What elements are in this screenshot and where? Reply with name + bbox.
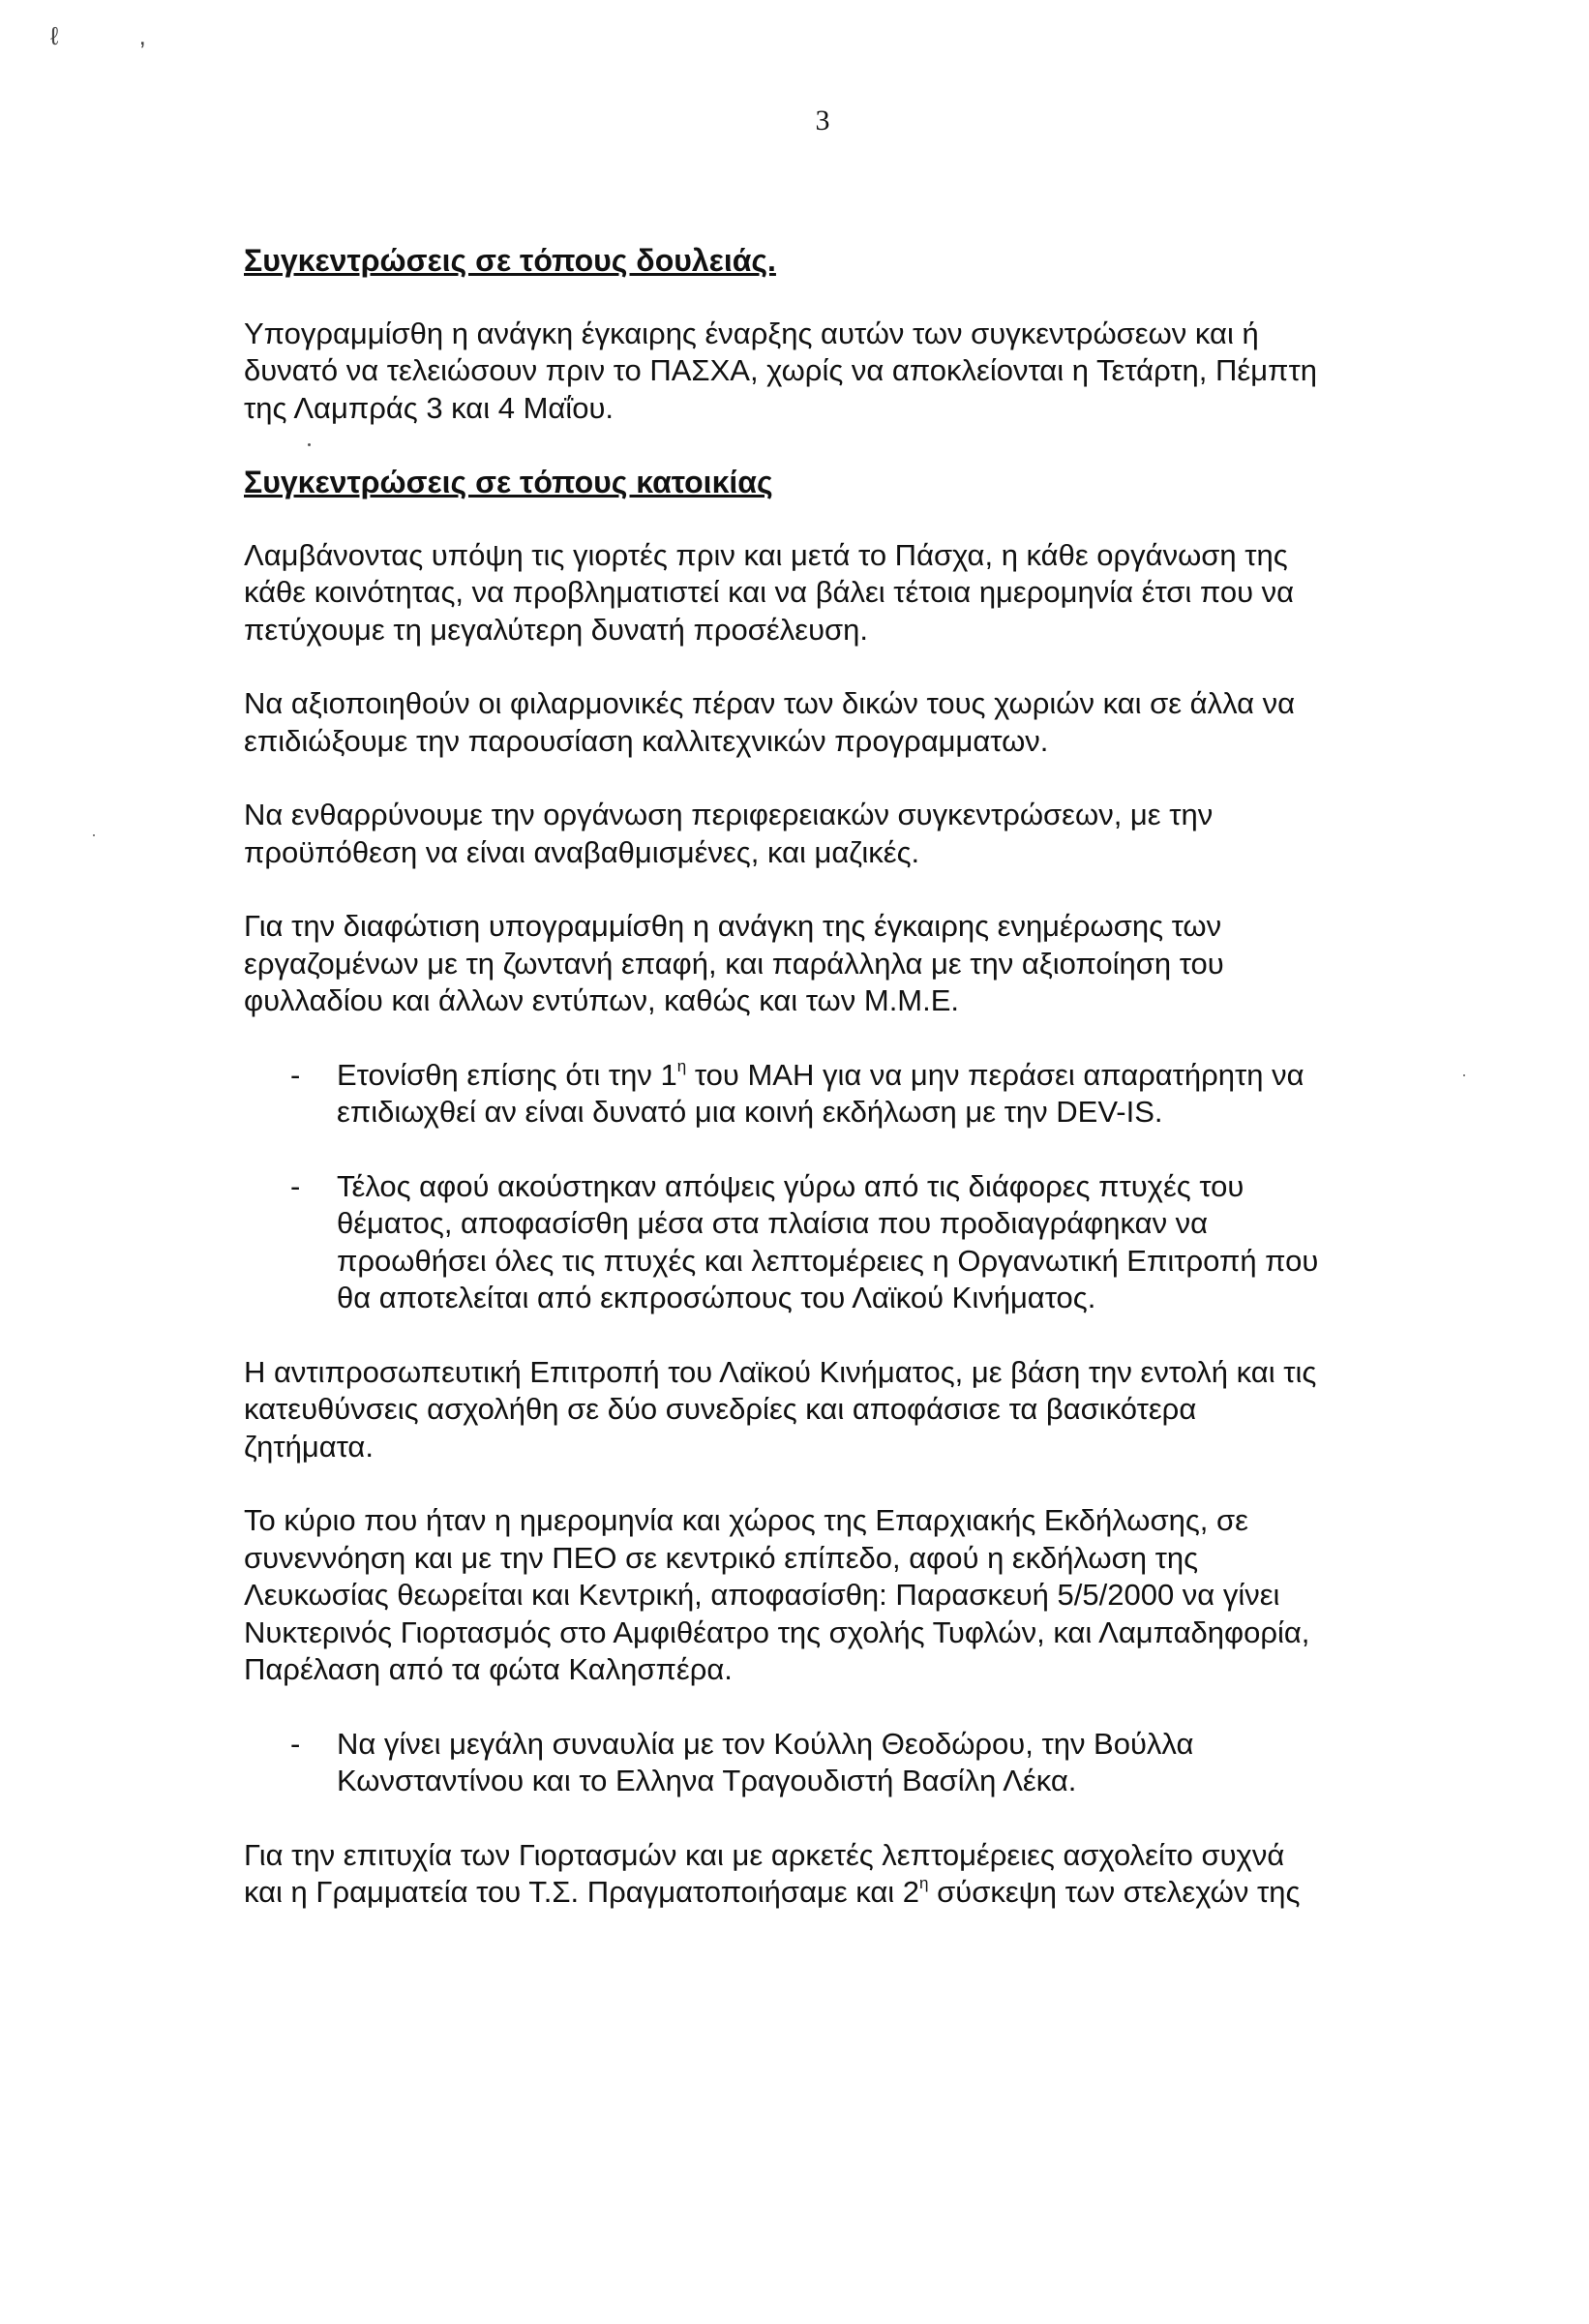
bullet-dash: - — [290, 1168, 301, 1203]
text-line — [244, 1874, 1434, 1912]
text-line: ζητήματα. — [244, 1429, 374, 1464]
paragraph-regional-rallies — [244, 797, 1434, 871]
text-line: Τέλος αφού ακούστηκαν απόψεις γύρω από τις διάφορες πτυχές του — [337, 1168, 1244, 1203]
text-line: κάθε κοινότητας, να προβληματιστεί και να βάλει τέτοια ημερομηνία έτσι που να — [244, 575, 1295, 609]
bullet-item-may-day — [244, 1057, 1434, 1132]
bullet-item-concert — [244, 1726, 1434, 1800]
text-line: Νυκτερινός Γιορτασμός στο Αμφιθέατρο της σχολής Τυφλών, και Λαμπαδηφορία, — [244, 1615, 1310, 1649]
text-line: επιδιωχθεί αν είναι δυνατό μια κοινή εκδήλωση με την DEV-IS. — [337, 1095, 1163, 1129]
bullet-dash: - — [290, 1057, 301, 1092]
paragraph-information — [244, 908, 1434, 1020]
text-line: της Λαμπράς 3 και 4 Μαΐου. — [244, 390, 615, 425]
text-line: θα αποτελείται από εκπροσώπους του Λαϊκού Κινήματος. — [337, 1281, 1096, 1314]
text-line: συνεννόηση και με την ΠΕΟ σε κεντρικό επίπεδο, αφού η εκδήλωση της — [244, 1540, 1199, 1575]
scan-speck — [93, 834, 95, 836]
text-line: θέματος, αποφασίσθη μέσα στα πλαίσια που προδιαγράφηκαν να — [337, 1206, 1209, 1240]
text-line: Για την διαφώτιση υπογραμμίσθη η ανάγκη της έγκαιρης ενημέρωσης των — [244, 909, 1222, 943]
text-line: φυλλαδίου και άλλων εντύπων, καθώς και των Μ.Μ.Ε. — [244, 983, 960, 1017]
text-run: σύσκεψη των στελεχών της — [928, 1875, 1301, 1909]
text-line: Υπογραμμίσθη η ανάγκη έγκαιρης έναρξης αυτών των συγκεντρώσεων και ή — [244, 316, 1259, 350]
text-line — [337, 1057, 1434, 1095]
text-line: Παρέλαση από τα φώτα Καλησπέρα. — [244, 1652, 733, 1686]
text-run: Ετονίσθη επίσης ότι την 1 — [337, 1057, 677, 1092]
text-line: προϋπόθεση να είναι αναβαθμισμένες, και μαζικές. — [244, 834, 920, 869]
text-line: εργαζομένων με τη ζωντανή επαφή, και παράλληλα με την αξιοποίηση του — [244, 946, 1224, 981]
bullet-item-organising-committee — [244, 1168, 1434, 1317]
scan-speck — [308, 443, 311, 446]
text-line: Το κύριο που ήταν η ημερομηνία και χώρος της Επαρχιακής Εκδήλωσης, σε — [244, 1503, 1248, 1537]
text-run: του ΜΑΗ για να μην περάσει απαρατήρητη να — [686, 1057, 1304, 1092]
text-line: Να αξιοποιηθούν οι φιλαρμονικές πέραν των δικών τους χωριών και σε άλλα να — [244, 686, 1296, 720]
paragraph-bands — [244, 685, 1434, 760]
heading-workplace-rallies: Συγκεντρώσεις σε τόπους δουλειάς. — [244, 243, 776, 278]
text-line: επιδιώξουμε την παρουσίαση καλλιτεχνικών προγραμματων. — [244, 723, 1049, 758]
text-line: Λαμβάνοντας υπόψη τις γιορτές πριν και μετά το Πάσχα, η κάθε οργάνωση της — [244, 537, 1288, 572]
paragraph-workplace-rallies — [244, 316, 1434, 428]
superscript: η — [676, 1056, 687, 1075]
text-line: Να ενθαρρύνουμε την οργάνωση περιφερειακών συγκεντρώσεων, με την — [244, 798, 1214, 831]
superscript: η — [919, 1874, 929, 1892]
text-line: Η αντιπροσωπευτική Επιτροπή του Λαϊκού Κινήματος, με βάση την εντολή και τις — [244, 1354, 1317, 1389]
corner-scan-mark: ℓ , — [50, 21, 183, 50]
text-line: δυνατό να τελειώσουν πριν το ΠΑΣΧΑ, χωρίς να αποκλείονται η Τετάρτη, Πέμπτη — [244, 353, 1317, 387]
paragraph-representative-committee — [244, 1354, 1434, 1466]
heading-residential-rallies: Συγκεντρώσεις σε τόπους κατοικίας — [244, 465, 773, 499]
scan-speck — [1463, 1074, 1465, 1076]
text-line: Λευκωσίας θεωρείται και Κεντρική, αποφασίσθη: Παρασκευή 5/5/2000 να γίνει — [244, 1578, 1280, 1612]
page-number: 3 — [815, 105, 830, 136]
text-line: Για την επιτυχία των Γιορτασμών και με αρκετές λεπτομέρειες ασχολείτο συχνά — [244, 1837, 1285, 1872]
text-line: κατευθύνσεις ασχολήθη σε δύο συνεδρίες και αποφάσισε τα βασικότερα — [244, 1392, 1197, 1426]
paragraph-holidays — [244, 537, 1434, 649]
document-body — [244, 242, 1434, 1948]
text-run: και η Γραμματεία του Τ.Σ. Πραγματοποιήσαμε και 2 — [244, 1875, 920, 1909]
text-line: Να γίνει μεγάλη συναυλία με τον Κούλλη Θεοδώρου, την Βούλλα — [337, 1726, 1194, 1761]
bullet-dash: - — [290, 1726, 301, 1761]
text-line: προωθήσει όλες τις πτυχές και λεπτομέρειες η Οργανωτική Επιτροπή που — [337, 1243, 1319, 1278]
paragraph-secretariat — [244, 1837, 1434, 1912]
text-line: Κωνσταντίνου και το Ελληνα Τραγουδιστή Βασίλη Λέκα. — [337, 1764, 1077, 1797]
text-line: πετύχουμε τη μεγαλύτερη δυνατή προσέλευση. — [244, 612, 869, 647]
paragraph-district-event — [244, 1502, 1434, 1689]
